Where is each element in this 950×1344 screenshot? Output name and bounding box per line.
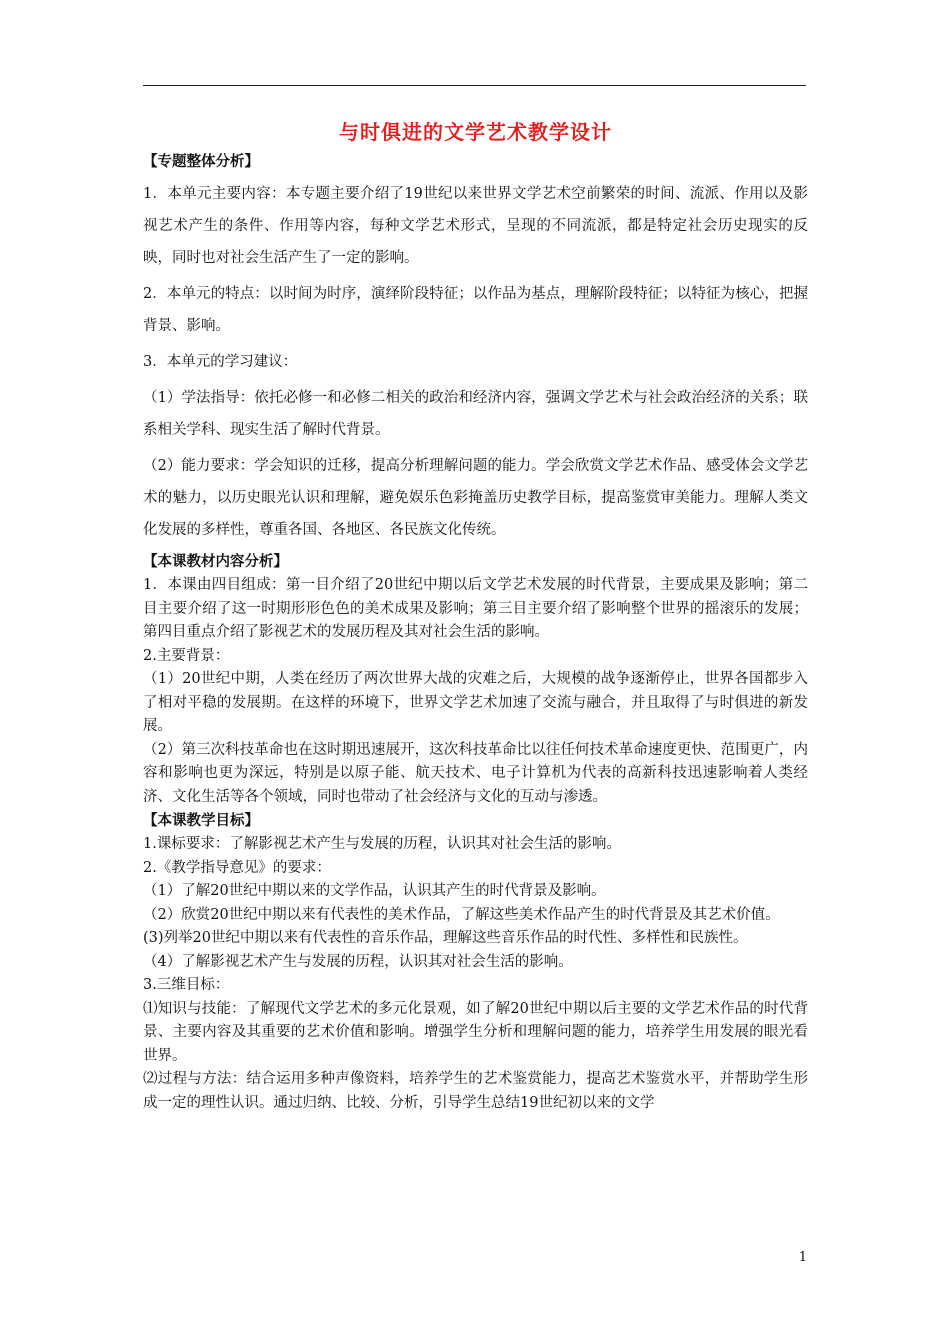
paragraph: 1.课标要求：了解影视艺术产生与发展的历程，认识其对社会生活的影响。 (143, 836, 621, 852)
paragraph: 3.三维目标： (143, 977, 230, 993)
paragraph: ⑴知识与技能：了解现代文学艺术的多元化景观，如了解20世纪中期以后主要的文学艺术作品的时代背景、主要内容及其重要的艺术价值和影响。增强学生分析和理解问题的能力，培养学生用发展的眼光看世界。 (143, 1000, 808, 1064)
paragraph: ⑵过程与方法：结合运用多种声像资料，培养学生的艺术鉴赏能力，提高艺术鉴赏水平，并帮助学生形成一定的理性认识。通过归纳、比较、分析，引导学生总结19世纪初以来的文学 (143, 1071, 808, 1111)
section-content-analysis (143, 550, 808, 809)
paragraph: （1）了解20世纪中期以来的文学作品，认识其产生的时代背景及影响。 (143, 883, 606, 899)
paragraph: （1）学法指导：依托必修一和必修二相关的政治和经济内容，强调文学艺术与社会政治经济的关系；联系相关学科、现实生活了解时代背景。 (143, 390, 808, 438)
header-rule (143, 85, 806, 86)
section-heading: 【专题整体分析】 (143, 153, 259, 170)
paragraph: （2）能力要求：学会知识的迁移，提高分析理解问题的能力。学会欣赏文学艺术作品、感受体会文学艺术的魅力，以历史眼光认识和理解，避免娱乐色彩掩盖历史教学目标，提高鉴赏审美能力。理解人类文化发展的多样性，尊重各国、各地区、各民族文化传统。 (143, 458, 808, 538)
paragraph: （2）第三次科技革命也在这时期迅速展开，这次科技革命比以往任何技术革命速度更快、范围更广，内容和影响也更为深远，特别是以原子能、航天技术、电子计算机为代表的高新科技迅速影响着人类经济、文化生活等各个领域，同时也带动了社会经济与文化的互动与渗透。 (143, 741, 808, 805)
document-title: 与时俱进的文学艺术教学设计 (339, 120, 612, 144)
section-teaching-goals (143, 809, 808, 1115)
page-number-text: 1 (798, 1250, 807, 1265)
paragraph: 2.《教学指导意见》的要求： (143, 859, 331, 876)
section-heading: 【本课教学目标】 (143, 812, 259, 829)
document-body (143, 118, 808, 1115)
paragraph: （4）了解影视艺术产生与发展的历程，认识其对社会生活的影响。 (143, 953, 573, 970)
section-overall-analysis (143, 150, 808, 546)
paragraph: 3．本单元的学习建议： (143, 354, 298, 370)
section-heading: 【本课教材内容分析】 (143, 553, 288, 570)
paragraph: 2．本单元的特点：以时间为时序，演绎阶段特征；以作品为基点，理解阶段特征；以特征为核心，把握背景、影响。 (143, 286, 808, 334)
paragraph: (3)列举20世纪中期以来有代表性的音乐作品，理解这些音乐作品的时代性、多样性和民族性。 (143, 930, 748, 946)
paragraph: （1）20世纪中期，人类在经历了两次世界大战的灾难之后，大规模的战争逐渐停止，世界各国都步入了相对平稳的发展期。在这样的环境下，世界文学艺术加速了交流与融合，并且取得了与时俱进的新发展。 (143, 671, 808, 734)
paragraph: 2.主要背景： (143, 647, 230, 664)
paragraph: 1．本课由四目组成：第一目介绍了20世纪中期以后文学艺术发展的时代背景，主要成果及影响；第二目主要介绍了这一时期形形色色的美术成果及影响；第三目主要介绍了影响整个世界的摇滚乐的发展；第四目重点介绍了影视艺术的发展历程及其对社会生活的影响。 (143, 577, 808, 640)
paragraph: 1．本单元主要内容：本专题主要介绍了19世纪以来世界文学艺术空前繁荣的时间、流派、作用以及影视艺术产生的条件、作用等内容，每种文学艺术形式，呈现的不同流派，都是特定社会历史现实的反映，同时也对社会生活产生了一定的影响。 (143, 186, 808, 266)
paragraph: （2）欣赏20世纪中期以来有代表性的美术作品，了解这些美术作品产生的时代背景及其艺术价值。 (143, 906, 780, 923)
